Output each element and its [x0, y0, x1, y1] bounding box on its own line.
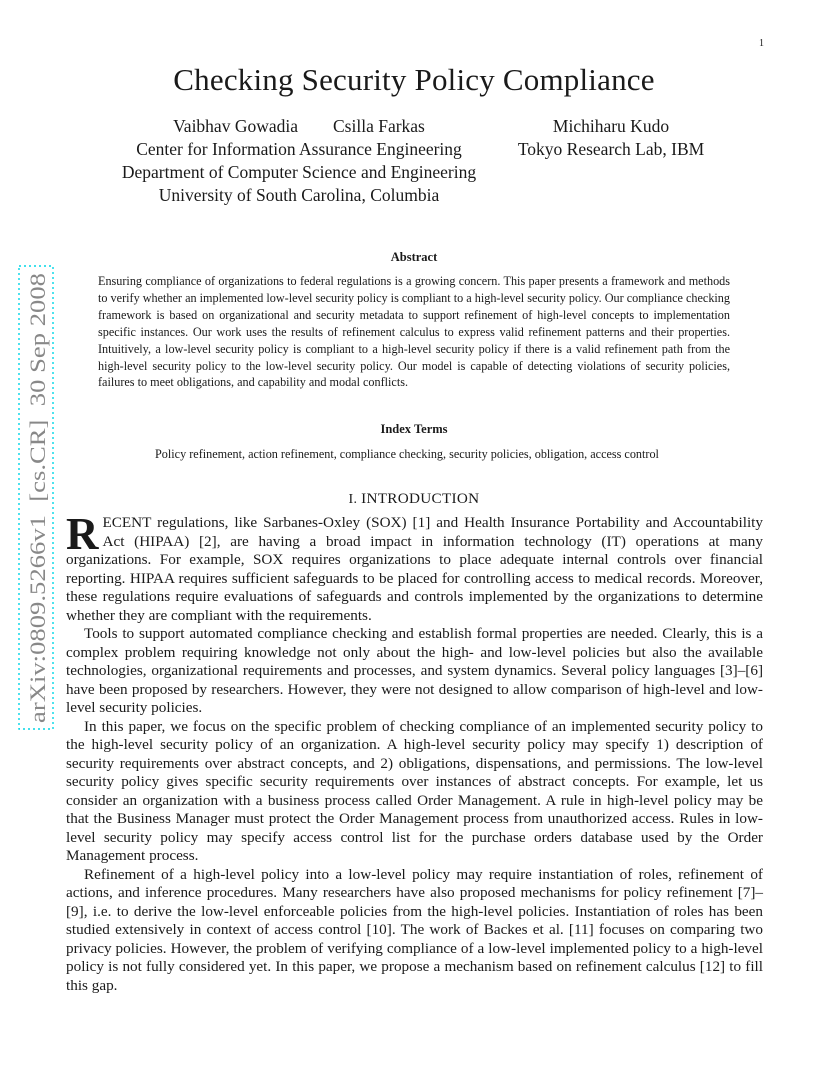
paragraph: In this paper, we focus on the specific problem of checking compliance of an implemented security policy to the high-level security policy of an organization. A high-level security policy may specify 1) description of security requirements over abstract concepts, and 2) obligations, dispensations, and permissions. The low-level security policy gives specific security requirements over instances of abstract concepts. For example, let us consider an organization with a business process called Order Management. A rule in high-level policy may be that the Business Manager must protect the Order Management process from unauthorized access. Rules in low-level security policy may specify access control list for the purchase orders database used by the Order Management process. — [66, 717, 763, 864]
affiliation-line: Center for Information Assurance Engineering — [136, 139, 462, 159]
paragraph: Tools to support automated compliance checking and establish formal properties are needed. Clearly, this is a complex problem requiring knowledge not only about the high- and low-level policies but also the available technologies, organizational requirements and processes, and system dynamics. Several policy languages [3]–[6] have been proposed by researchers. However, they were not designed to allow comparison of high-level and low-level security policies. — [66, 625, 763, 716]
index-terms-heading: Index Terms — [380, 422, 448, 436]
drop-cap: R — [66, 509, 99, 559]
abstract-heading: Abstract — [390, 250, 438, 264]
author-group-left — [100, 115, 498, 207]
paragraph-text: ECENT regulations, like Sarbanes-Oxley (SOX) [1] and Health Insurance Portability and Accountability Act (HIPAA) [2], are having a broad impact in information technology (IT) operations at many organizations. For example, SOX requires organizations to place adequate internal controls over financial reporting. HIPAA requires sufficient safeguards to be placed for controlling access to medical records. Moreover, these regulations require evaluations of safeguards and controls implemented by the organizations to determine whether they are compliant with the requirements. — [66, 514, 763, 624]
affiliation-line: Department of Computer Science and Engineering — [121, 162, 477, 182]
author-block — [100, 115, 740, 215]
author-names: Vaibhav Gowadia Csilla Farkas — [173, 116, 425, 136]
body-text — [66, 509, 763, 995]
paragraph: Refinement of a high-level policy into a low-level policy may require instantiation of roles, refinement of actions, and inference procedures. Many researchers have also proposed mechanisms for policy refinement [7]–[9], i.e. to derive the low-level enforceable policies from the high-level policies. Instantiation of roles has been studied extensively in context of access control [10]. The work of Backes et al. [11] focuses on comparing two privacy policies. However, the problem of verifying compliance of a low-level implemented policy to a high-level policy is not fully considered yet. In this paper, we propose a mechanism based on refinement calculus [12] to fill this gap. — [66, 865, 763, 994]
page-number: 1 — [759, 38, 764, 49]
paragraph — [66, 509, 763, 625]
arxiv-stamp-text: arXiv:0809.5266v1 [cs.CR] 30 Sep 2008 — [25, 343, 50, 723]
section-title: INTRODUCTION — [361, 490, 480, 507]
author-names: Michiharu Kudo — [552, 116, 670, 136]
paper-title: Checking Security Policy Compliance — [173, 62, 655, 97]
affiliation-line: Tokyo Research Lab, IBM — [517, 139, 705, 159]
author-group-right — [498, 115, 724, 161]
index-terms-text: Policy refinement, action refinement, compliance checking, security policies, obligation, access control — [155, 447, 659, 461]
affiliation-line: University of South Carolina, Columbia — [158, 185, 440, 205]
section-number: I. — [348, 492, 358, 507]
section-heading — [0, 490, 828, 508]
abstract-text: Ensuring compliance of organizations to federal regulations is a growing concern. This paper presents a framework and methods to verify whether an implemented low-level security policy is compliant to a high-level security policy. Our compliance checking framework is based on organizational and security metadata to support refinement of high-level concepts to implementation specific instances. Our work uses the results of refinement calculus to express valid refinement patterns and their properties. Intuitively, a low-level security policy is compliant to a high-level security policy if there is a valid refinement path from the high-level security policy to the low-level security policy. Our model is capable of detecting violations of security policies, failures to meet obligations, and capability and modal conflicts. — [98, 274, 730, 390]
